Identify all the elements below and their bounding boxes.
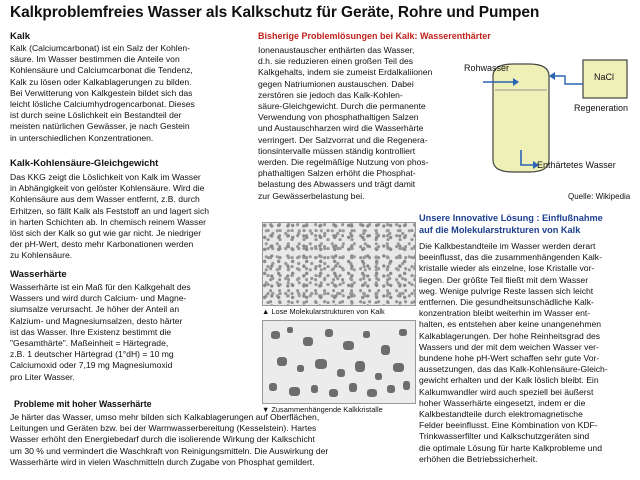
enthaertet-label: Enthärtetes Wasser — [537, 160, 616, 170]
gleichgewicht-text: Das KKG zeigt die Löslichkeit von Kalk im Wasser in Abhängigkeit von gelöster Kohlensäure. Wird die Kohlensäure aus dem Wasser entfernt, z.B. durch Erhitzen, so fällt Kalk als Feststoff an und lagert sich in harten Schichten ab. In chemisch reinem Wasser löst sich der Kalk so gut wie gar nicht. Je niedriger der pH-Wert, desto mehr Karbonationen werden zu Kohlensäure. — [10, 172, 210, 261]
problemloesungen-text: Ionenaustauscher enthärten das Wasser, d.h. sie reduzieren einen großen Teil des Kalkgehalts, indem sie zumeist Erdalkaliionen gegen Natriumionen austauschen. Dabei zerstören sie jedoch das Kalk-Kohlen- säure-Gleichgewicht. Durch die permanente Verwendung von phosphathaltigen Salzen und Austauschharzen wird die Wasserhärte verringert. Der Salzvorrat und die Regenera- tionsintervalle müssen ständig kontrolliert werden. Die regelmäßige Nutzung von phos- phathaltigen Salzen erhöht die Phosphat- belastung des Abwassers und trägt damit zur Gewässerbelastung bei. — [258, 45, 433, 201]
rohwasser-label: Rohwasser — [464, 63, 510, 73]
innovative-text: Die Kalkbestandteile im Wasser werden derart beeinflusst, das die zusammenhängenden Kalk- kristalle wieder als einzelne, lose Kristalle vor- liegen. Der größte Teil fließt mit dem Wasser weg. Wenige pulvrige Reste lassen sich leicht entfernen. Die gesundheitsunschädliche Kalk- konzentration bleibt weiterhin im Wasser ent- halten, es entstehen aber keine unangenehmen Kalkablagerungen. Der hohe Reinheitsgrad des Wassers und der mit dem weichen Wasser ver- bundene hohe pH-Wert schaffen sehr gute Vor- aussetzungen, das das Kalk-Kohlensäure-Gleich- gewicht erhalten und der Kalk löslich bleibt. Ein Kalkumwandler wird auch speziell bei äußerst hoher Wasserhärte eingesetzt, indem er die Kalkbestandteile durch elektromagnetische Felder beeinflusst. Eine Kombination von KDF- Trinkwasserfilter und Kalkschutzgeräten sind die optimale Lösung für harte Kalkprobleme und erhöhen die Betriebssicherheit. — [419, 241, 608, 464]
problemloesungen-heading: Bisherige Problemlösungen bei Kalk: Wasserenthärter — [258, 31, 491, 41]
loose-lime-micrograph — [262, 222, 416, 306]
probleme-heading: Probleme mit hoher Wasserhärte — [14, 399, 152, 409]
gleichgewicht-heading: Kalk-Kohlensäure-Gleichgewicht — [10, 158, 159, 169]
innovative-heading-line1: Unsere Innovative Lösung : Einflußnahme — [419, 213, 603, 223]
innovative-heading-line2: auf die Molekularstrukturen von Kalk — [419, 225, 581, 235]
loose-lime-caption: ▲ Lose Molekularstrukturen von Kalk — [262, 307, 385, 316]
nacl-label: NaCl — [594, 72, 615, 82]
regeneration-arrow — [553, 76, 583, 84]
regeneration-label: Regeneration — [574, 103, 629, 113]
lime-crystals-caption: ▼ Zusammenhängende Kalkkristalle — [262, 405, 383, 414]
page-title: Kalkproblemfreies Wasser als Kalkschutz für Geräte, Rohre und Pumpen — [10, 4, 540, 21]
source-credit: Quelle: Wikipedia — [568, 192, 631, 201]
haerte-text: Wasserhärte ist ein Maß für den Kalkgehalt des Wassers und wird durch Calcium- und Magne- siumsalze verursacht. Je höher der Anteil an Kalzium- und Magnesiumsalzen, desto härter ist das Wasser. Ihre Existenz bestimmt die "Gesamthärte". Maßeinheit = Härtegrade, z.B. 1 deutscher Härtegrad (1°dH) = 10 mg Calciumoxid oder 7,19 mg Magnesiumoxid pro Liter Wasser. — [10, 282, 191, 382]
kalk-heading: Kalk — [10, 31, 31, 42]
kalk-text: Kalk (Calciumcarbonat) ist ein Salz der Kohlen- säure. Im Wasser bestimmen die Anteile von Kohlensäure und Calciumcarbonat die Tendenz, Kalk zu lösen oder Kalkablagerungen zu bilden. Bei Verwitterung von Kalkgestein bildet sich das leicht lösliche Calciumhydrogencarbonat. Dieses ist durch seine Löslichkeit ein Bestandteil der meisten natürlichen Gewässer, je nach Gestein in unterschiedlichen Konzentrationen. — [10, 43, 195, 143]
probleme-text: Je härter das Wasser, umso mehr bilden sich Kalkablagerungen auf Oberflächen, Leitungen und Geräten bzw. bei der Warmwasserbereitung (Kesselstein). Hartes Wasser erhöht den Energiebedarf durch die isolierende Wirkung der Kalkschicht um 30 % und vermindert die Waschkraft von Reinigungsmitteln. Die Auswirkung der Wasserhärte wird in vielen Waschmitteln durch Zugabe von Phosphat gemildert. — [10, 412, 329, 467]
haerte-heading: Wasserhärte — [10, 269, 67, 280]
lime-crystals-micrograph — [262, 320, 416, 404]
